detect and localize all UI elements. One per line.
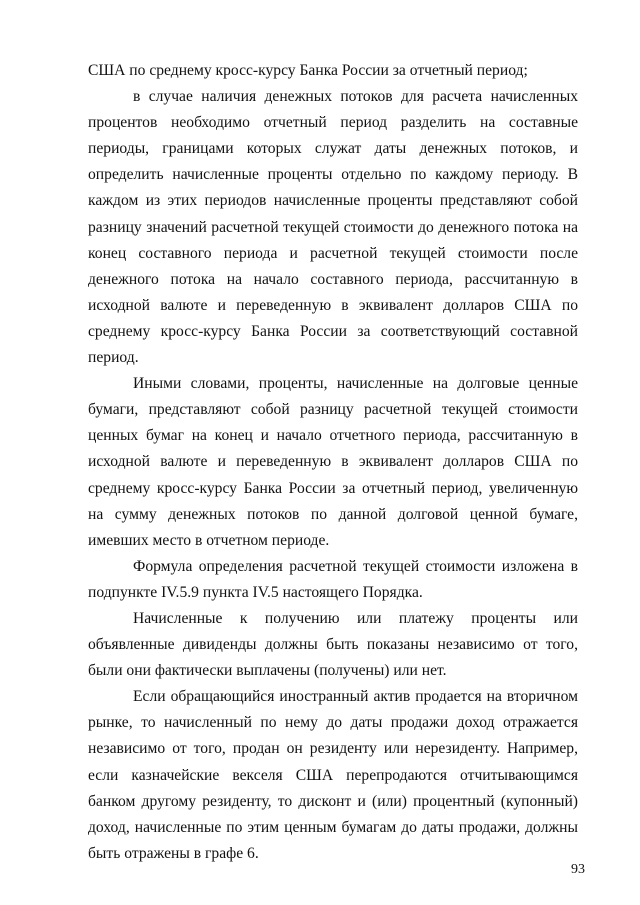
document-body [88,58,578,867]
paragraph-accrued-interest: Начисленные к получению или платежу проценты или объявленные дивиденды должны быть показаны независимо от того, были они фактически выплачены (получены) или нет. [88,609,578,680]
paragraph-continuation: США по среднему кросс-курсу Банка России за отчетный период; [88,62,528,79]
paragraph-in-other-words: Иными словами, проценты, начисленные на долговые ценные бумаги, представляют собой разницу расчетной текущей стоимости ценных бумаг на конец и начало отчетного периода, рассчитанную в исходной валюте и переведенную в эквивалент долларов США по среднему кросс-курсу Банка России за отчетный период, увеличенную на сумму денежных потоков по данной долговой ценной бумаге, имевших место в отчетном периоде. [88,375,578,549]
paragraph-formula-reference: Формула определения расчетной текущей стоимости изложена в подпункте IV.5.9 пункта IV.5 настоящего Порядка. [88,557,578,601]
paragraph-secondary-market: Если обращающийся иностранный актив продается на вторичном рынке, то начисленный по нему до даты продажи доход отражается независимо от того, продан он резиденту или нерезиденту. Например, если казначейские векселя США перепродаются отчитывающимся банком другому резиденту, то дисконт и (или) процентный (купонный) доход, начисленные по этим ценным бумагам до даты продажи, должны быть отражены в графе 6. [88,688,578,862]
paragraph-cash-flows: в случае наличия денежных потоков для расчета начисленных процентов необходимо отчетный период разделить на составные периоды, границами которых служат даты денежных потоков, и определить начисленные проценты отдельно по каждому периоду. В каждом из этих периодов начисленные проценты представляют собой разницу значений расчетной текущей стоимости до денежного потока на конец составного периода и расчетной текущей стоимости после денежного потока на начало составного периода, рассчитанную в исходной валюте и переведенную в эквивалент долларов США по среднему кросс-курсу Банка России за соответствующий составной период. [88,88,578,367]
page-number: 93 [571,862,585,877]
